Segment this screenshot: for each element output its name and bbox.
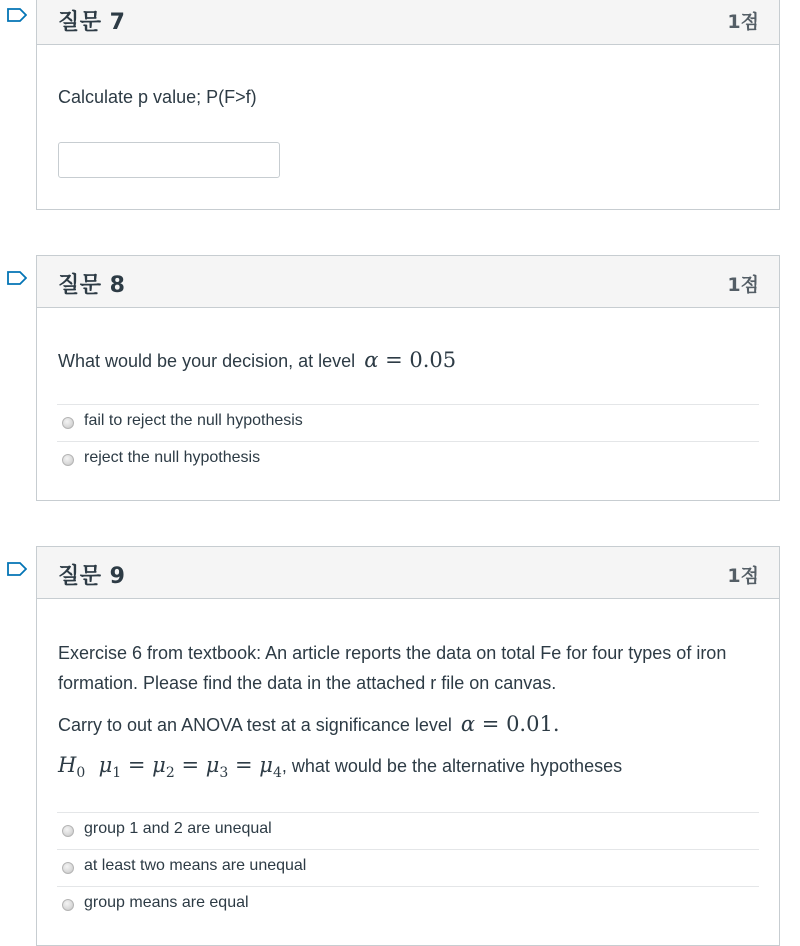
question-text [58, 348, 456, 372]
question-header [37, 0, 779, 45]
math-mu: μ [98, 753, 113, 777]
math-expression [461, 712, 560, 736]
null-hypothesis [58, 753, 282, 782]
math-mu: μ [259, 753, 273, 777]
answer-option[interactable] [57, 886, 759, 923]
question-7 [36, 0, 780, 210]
question-title: 질문 7 [58, 10, 126, 35]
question-text-body: What would be your decision, at level [58, 351, 356, 371]
question-points: 1점 [727, 274, 759, 296]
question-title: 질문 8 [58, 273, 126, 298]
math-equals: = [481, 712, 500, 736]
answer-label: group 1 and 2 are unequal [84, 820, 272, 837]
math-mu: μ [152, 753, 166, 777]
radio-button[interactable] [62, 825, 74, 837]
math-equals: = [127, 753, 146, 777]
radio-button[interactable] [62, 899, 74, 911]
question-title: 질문 9 [58, 564, 126, 589]
question-flag-icon[interactable] [7, 562, 27, 576]
math-trail: . [552, 712, 560, 736]
question-paragraph: Exercise 6 from textbook: An article reports the data on total Fe for four types of iron formation. Please find the data in the attached r file on canvas. [58, 643, 727, 693]
answer-option[interactable] [57, 441, 759, 478]
math-sub: 2 [165, 765, 175, 782]
radio-button[interactable] [62, 862, 74, 874]
question-header [37, 547, 779, 599]
question-points: 1점 [727, 11, 759, 33]
question-flag-icon[interactable] [7, 271, 27, 285]
math-alpha: α [460, 712, 476, 736]
math-sub: 1 [112, 765, 122, 782]
math-equals: = [235, 753, 253, 777]
question-8 [36, 255, 780, 501]
hypothesis-text: , what would be the alternative hypotheses [281, 756, 623, 776]
math-sub: 3 [219, 765, 229, 782]
question-9 [36, 546, 780, 946]
math-h-sub: 0 [76, 765, 86, 782]
question-text: Calculate p value; P(F>f) [58, 87, 257, 107]
math-value: 0.05 [409, 348, 457, 372]
radio-button[interactable] [62, 454, 74, 466]
question-paragraph [58, 710, 560, 739]
radio-button[interactable] [62, 417, 74, 429]
answer-option[interactable] [57, 849, 759, 886]
answer-label: reject the null hypothesis [84, 449, 261, 466]
answer-option[interactable] [57, 404, 759, 441]
question-paragraph-text: Carry to out an ANOVA test at a significance level [58, 715, 452, 735]
math-expression [364, 348, 456, 372]
question-header [37, 256, 779, 308]
question-flag-icon[interactable] [7, 8, 27, 22]
math-mu: μ [205, 753, 220, 777]
math-value: 0.01 [506, 712, 553, 736]
question-points: 1점 [727, 565, 759, 587]
answer-list [57, 812, 759, 923]
math-sub: 4 [272, 765, 282, 782]
math-h: H [58, 753, 77, 777]
answer-label: at least two means are unequal [84, 857, 307, 874]
answer-option[interactable] [57, 812, 759, 849]
answer-label: fail to reject the null hypothesis [84, 412, 303, 429]
math-equals: = [385, 348, 403, 372]
math-alpha: α [364, 348, 379, 372]
math-equals: = [181, 753, 200, 777]
answer-list [57, 404, 759, 478]
hypothesis-line [58, 751, 622, 787]
answer-input[interactable] [58, 142, 280, 178]
answer-label: group means are equal [84, 894, 249, 911]
